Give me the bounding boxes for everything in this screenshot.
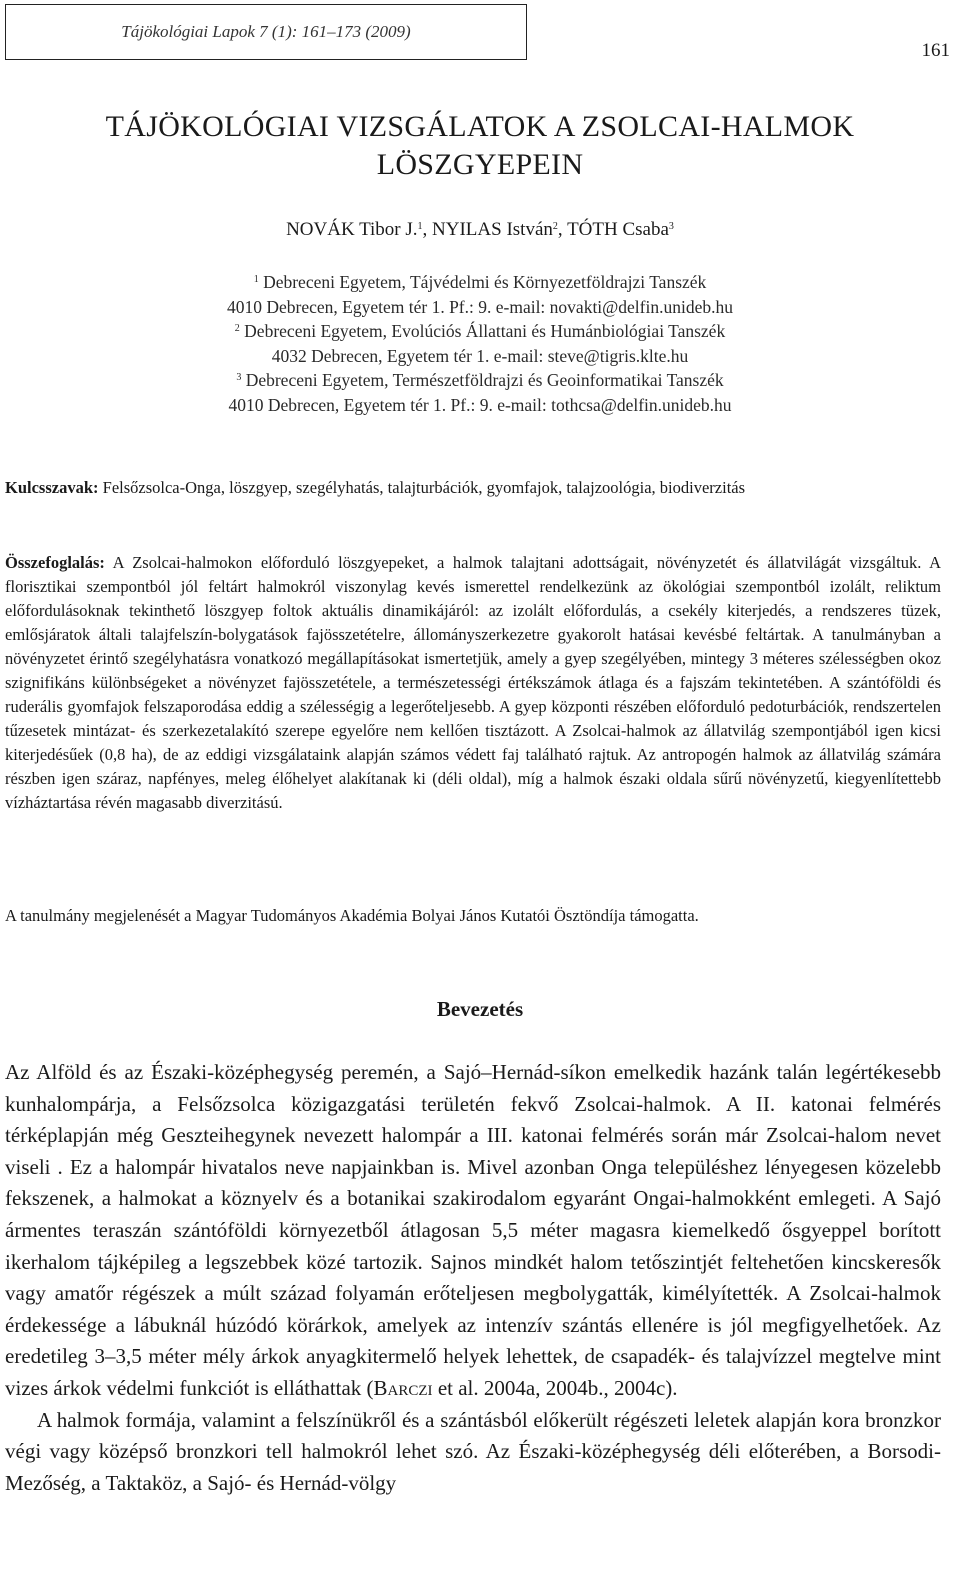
title-line-1: TÁJÖKOLÓGIAI VIZSGÁLATOK A ZSOLCAI-HALMOK: [105, 110, 855, 143]
page-number: 161: [921, 40, 950, 61]
author-2-affil: 2: [552, 221, 558, 232]
affiliation-address: 4032 Debrecen, Egyetem tér 1. e-mail: steve@tigris.klte.hu: [271, 345, 689, 366]
affiliation-institute: Debreceni Egyetem, Természetföldrajzi és Geoinformatikai Tanszék: [245, 370, 724, 390]
paragraph-1: [5, 1057, 941, 1405]
abstract-label: Összefoglalás:: [5, 553, 105, 572]
keywords: [5, 476, 941, 500]
affiliation-address: 4010 Debrecen, Egyetem tér 1. Pf.: 9. e-mail: tothcsa@delfin.unideb.hu: [228, 394, 732, 415]
affiliation-number: 1: [253, 274, 259, 285]
author-1-affil: 1: [417, 221, 423, 232]
funding-note: A tanulmány megjelenését a Magyar Tudományos Akadémia Bolyai János Kutatói Ösztöndíja támogatta.: [5, 906, 699, 925]
affiliation-number: 2: [234, 323, 240, 334]
author-2: NYILAS István: [432, 219, 553, 240]
author-separator: ,: [557, 219, 568, 240]
paragraph-2: A halmok formája, valamint a felszínükről és a szántásból előkerült régészeti leletek alapján kora bronzkor végi vagy középső bronzkori tell halmokról lehet szó. Az Északi-középhegység déli előterében, a Borsodi-Mezőség, a Taktaköz, a Sajó- és Hernád-völgy: [5, 1407, 941, 1495]
affiliation-1: [0, 270, 960, 295]
affiliation-address: 4010 Debrecen, Egyetem tér 1. Pf.: 9. e-mail: novakti@delfin.unideb.hu: [227, 296, 733, 317]
abstract-text: A Zsolcai-halmokon előforduló löszgyepeket, a halmok talajtani adottságait, növényzetét és állatvilágát vizsgáltuk. A florisztikai szempontból jól feltárt halmokról viszonylag kevés ismerettel rendelkezünk az ökológiai szempontból izolált, reliktum előfordulásoknak tekinthető löszgyep foltok aktuális dinamikájáról: az izolált előfordulás, a csekély kiterjedés, a rendszeres tüzek, emlősjáratok általi talajfelszín-bolygatások fajösszetételre, állományszerkezetre gyakorolt hatásai kevésbé feltártak. A tanulmányban a növényzetet érintő szegélyhatásra vonatkozó megállapításokat ismertetjük, amely a gyep szegélyében, mintegy 3 méteres szélességben okoz szignifikáns különbségeket a növényzet fajösszetétele, a természetességi értékszámok átlaga és a fajszám tekintetében. A szántóföldi és ruderális gyomfajok felszaporodása eddig a szélességig a legerőteljesebb. A gyep központi részében előforduló pedoturbációk, rendszertelen tűzesetek mintázat- és szerkezetalakító szerepe egyelőre nem kellően tisztázott. A Zsolcai-halmok az állatvilág szempontjából igen kicsi kiterjedésűek (0,8 ha), de az eddigi vizsgálataink alapján számos védett faj található rajtuk. Az antropogén halmok az állatvilág számára részben igen száraz, napfényes, meleg élőhelyet alakítanak ki (déli oldal), míg a halmok északi oldala sűrű növényzetű, kiegyenlítettebb vízháztartása révén magasabb diverzitású.: [5, 553, 941, 812]
journal-citation-box: [5, 4, 527, 60]
affiliation-institute: Debreceni Egyetem, Tájvédelmi és Környezetföldrajzi Tanszék: [263, 272, 707, 292]
affiliation-2: [0, 319, 960, 344]
abstract: [5, 551, 941, 815]
journal-citation: Tájökológiai Lapok 7 (1): 161–173 (2009): [121, 22, 411, 41]
author-3: TÓTH Csaba: [567, 219, 669, 240]
author-1: NOVÁK Tibor J.: [286, 219, 418, 240]
affiliation-number: 3: [236, 372, 242, 383]
section-heading: Bevezetés: [436, 997, 524, 1021]
affiliation-institute: Debreceni Egyetem, Evolúciós Állattani és Humánbiológiai Tanszék: [244, 321, 726, 341]
keywords-text: Felsőzsolca-Onga, löszgyep, szegélyhatás, talajturbációk, gyomfajok, talajzoológia, biodiverzitás: [102, 478, 746, 497]
author-separator: ,: [422, 219, 433, 240]
author-list: [0, 219, 960, 241]
affiliation-3: [0, 368, 960, 393]
affiliations: [0, 270, 960, 417]
citation-author: Barczi: [373, 1375, 433, 1400]
citation-years: et al. 2004a, 2004b., 2004c).: [432, 1375, 678, 1400]
paragraph-1-text: Az Alföld és az Északi-középhegység peremén, a Sajó–Hernád-síkon emelkedik hazánk talán legértékesebb kunhalompárja, a Felsőzsolca közigazgatási területén fekvő Zsolcai-halmok. A II. katonai felmérés térképlapján még Geszteihegynek nevezett halompár a III. katonai felmérés során már Zsolcai-halom nevet viseli . Ez a halompár hivatalos neve napjainkban is. Mivel azonban Onga településhez lényegesen közelebb fekszenek, a halmokat a köznyelv és a botanikai szakirodalom egyaránt Ongai-halmokként emlegeti. A Sajó ármentes teraszán szántóföldi környezetből átlagosan 5,5 méter magasra kiemelkedő ősgyeppel borított ikerhalom tájképileg a legszebbek közé tartozik. Sajnos mindkét halom tetőszintjét feltehetően kincskeresők vagy amatőr régészek a múlt század folyamán erőteljesen megbolygatták, kimélyítették. A Zsolcai-halmok érdekessége a lábuknál húzódó körárkok, amelyek az intenzív szántás ellenére is jól megfigyelhetőek. Az eredetileg 3–3,5 méter mély árkok anyagkitermelő helyek lehettek, de csapadék- és talajvízzel megtelve mint vizes árkok védelmi funkciót is elláthattak (: [5, 1060, 941, 1400]
section-body: [5, 1057, 941, 1499]
author-3-affil: 3: [668, 221, 674, 232]
keywords-label: Kulcsszavak:: [5, 478, 99, 497]
title-line-2: LÖSZGYEPEIN: [376, 148, 584, 181]
paper-title: [0, 108, 960, 184]
